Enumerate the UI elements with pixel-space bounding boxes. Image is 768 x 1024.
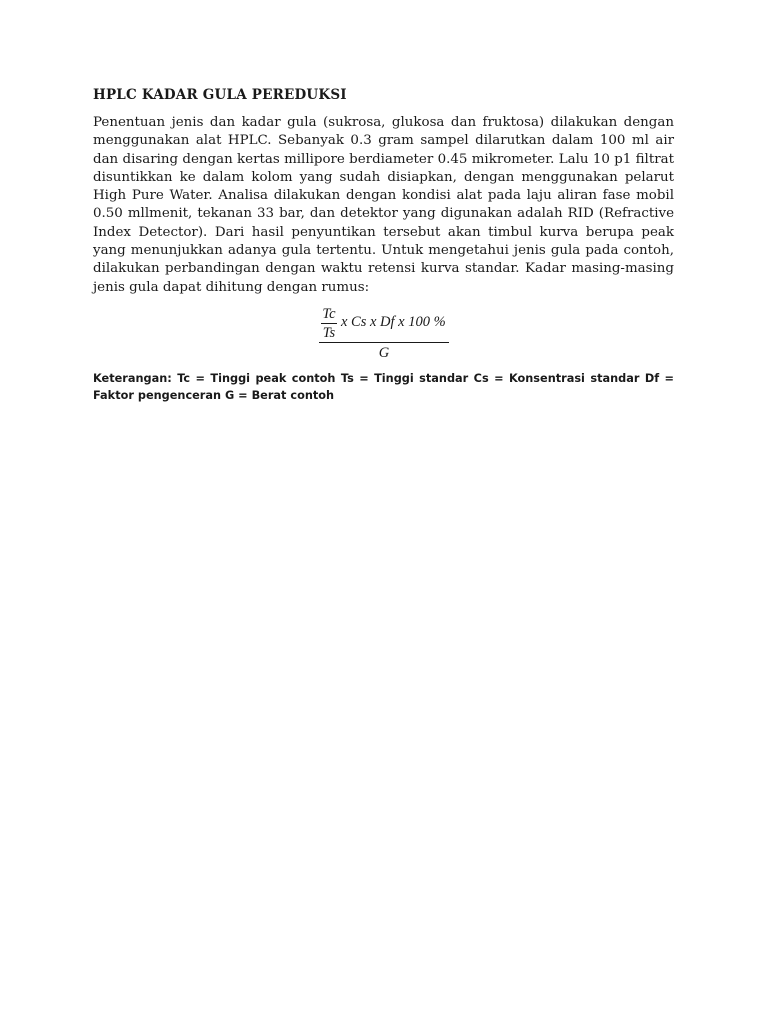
formula-terms: x Cs x Df x 100 % bbox=[341, 313, 446, 330]
main-denominator: G bbox=[378, 344, 390, 361]
inner-fraction-bar bbox=[321, 323, 337, 324]
formula bbox=[319, 306, 449, 366]
document-title: HPLC KADAR GULA PEREDUKSI bbox=[93, 87, 347, 103]
main-fraction-bar bbox=[319, 342, 449, 343]
inner-fraction bbox=[321, 306, 337, 341]
document-page bbox=[93, 86, 674, 404]
body-paragraph: Penentuan jenis dan kadar gula (sukrosa, glukosa dan fruktosa) dilakukan dengan menggunakan alat HPLC. Sebanyak 0.3 gram sampel dilarutkan dalam 100 ml air dan disaring dengan kertas millipore berdiameter 0.45 mikrometer. Lalu 10 p1 filtrat disuntikkan ke dalam kolom yang sudah disiapkan, dengan menggunakan pelarut High Pure Water. Analisa dilakukan dengan kondisi alat pada laju aliran fase mobil 0.50 mllmenit, tekanan 33 bar, dan detektor yang digunakan adalah RID (Refractive Index Detector). Dari hasil penyuntikan tersebut akan timbul kurva berupa peak yang menunjukkan adanya gula tertentu. Untuk mengetahui jenis gula pada contoh, dilakukan perbandingan dengan waktu retensi kurva standar. Kadar masing-masing jenis gula dapat dihitung dengan rumus: bbox=[93, 115, 674, 295]
inner-numerator: Tc bbox=[322, 305, 336, 322]
legend-note: Keterangan: Tc = Tinggi peak contoh Ts = Tinggi standar Cs = Konsentrasi standar Df = Faktor pengenceran G = Berat contoh bbox=[93, 371, 674, 402]
inner-denominator: Ts bbox=[322, 324, 336, 341]
